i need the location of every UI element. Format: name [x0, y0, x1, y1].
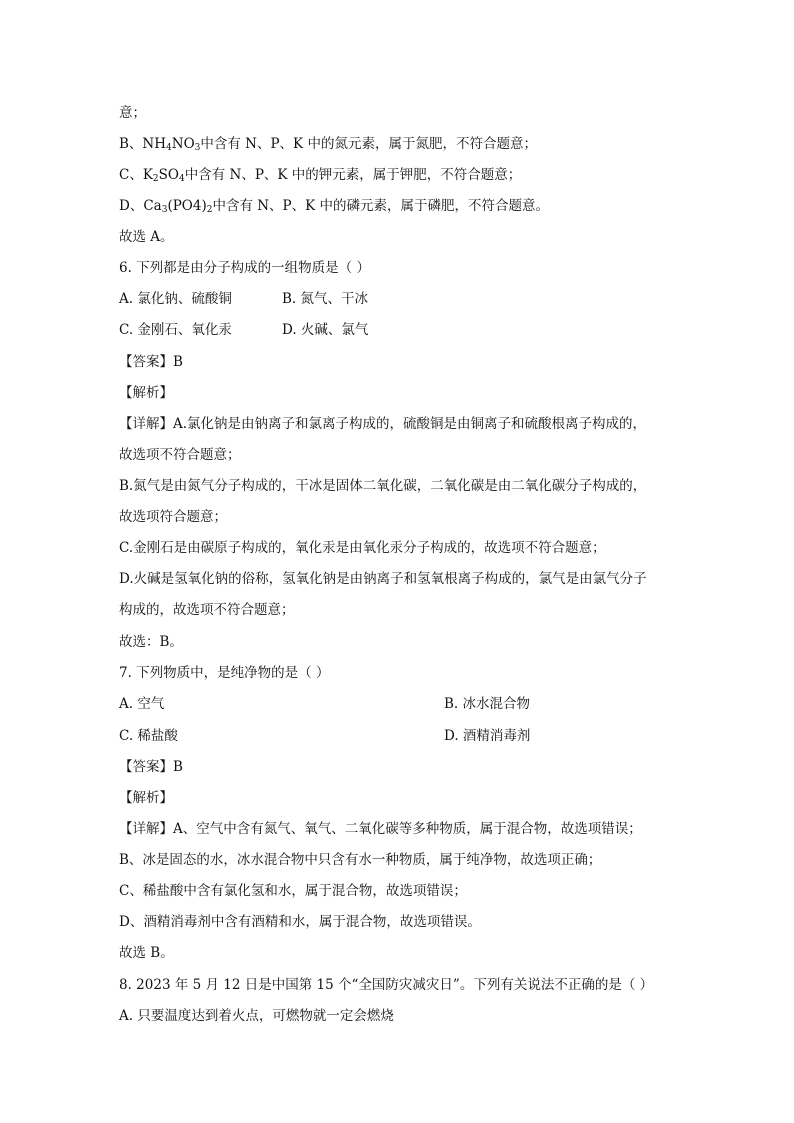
q7-analysis-label: 【解析】	[119, 790, 173, 806]
q7-option-b: B. 冰水混合物	[444, 696, 531, 712]
q5-continuation-line: 意；	[119, 105, 146, 121]
q6-option-b: B. 氮气、干冰	[282, 291, 369, 307]
q8-option-a: A. 只要温度达到着火点，可燃物就一定会燃烧	[119, 1008, 394, 1024]
q5-option-d-explanation: D、$Ca_3(PO4)_2$中含有 N、P、K 中的磷元素，属于磷肥，不符合题意。	[119, 198, 550, 215]
q7-option-d: D. 酒精消毒剂	[444, 728, 531, 744]
q6-answer: 【答案】B	[119, 354, 183, 370]
q6-detail-line: 故选项符合题意；	[119, 509, 227, 525]
q7-detail-line: C、稀盐酸中含有氯化氢和水，属于混合物，故选项错误；	[119, 883, 467, 899]
q6-detail-line: D.火碱是氢氧化钠的俗称，氢氧化钠是由钠离子和氢氧根离子构成的，氯气是由氯气分子	[119, 571, 647, 587]
q5-option-c-explanation: C、$K_2SO_4$中含有 N、P、K 中的钾元素，属于钾肥，不符合题意；	[119, 167, 522, 184]
q6-choice: 故选：B。	[119, 634, 183, 650]
q7-stem: 7. 下列物质中，是纯净物的是（ ）	[119, 665, 330, 681]
q6-detail-line: B.氮气是由氮气分子构成的，干冰是固体二氧化碳，二氧化碳是由二氧化碳分子构成的，	[119, 478, 647, 494]
q7-option-a: A. 空气	[119, 696, 165, 712]
q7-choice: 故选 B。	[119, 945, 174, 961]
q6-option-c: C. 金刚石、氧化汞	[119, 322, 232, 338]
q6-option-a: A. 氯化钠、硫酸铜	[119, 291, 232, 307]
q6-option-d: D. 火碱、氯气	[282, 322, 369, 338]
q6-detail-line: 【详解】A.氯化钠是由钠离子和氯离子构成的，硫酸铜是由铜离子和硫酸根离子构成的，	[119, 416, 647, 432]
q7-detail-line: B、冰是固态的水，冰水混合物中只含有水一种物质，属于纯净物，故选项正确；	[119, 852, 602, 868]
q6-analysis-label: 【解析】	[119, 385, 173, 401]
q5-choice: 故选 A。	[119, 229, 174, 245]
q7-answer: 【答案】B	[119, 759, 183, 775]
q6-detail-line: 构成的，故选项不符合题意；	[119, 602, 295, 618]
q7-option-c: C. 稀盐酸	[119, 728, 178, 744]
q6-detail-line: C.金刚石是由碳原子构成的，氧化汞是由氧化汞分子构成的，故选项不符合题意；	[119, 540, 606, 556]
q8-stem: 8. 2023 年 5 月 12 日是中国第 15 个“全国防灾减灾日”。下列有关说法不正确的是（ ）	[119, 977, 654, 993]
q7-detail-line: D、酒精消毒剂中含有酒精和水，属于混合物，故选项错误。	[119, 914, 481, 930]
q6-detail-line: 故选项不符合题意；	[119, 447, 241, 463]
q5-option-b-explanation: B、$NH_4NO_3$中含有 N、P、K 中的氮元素，属于氮肥，不符合题意；	[119, 136, 537, 153]
q6-stem: 6. 下列都是由分子构成的一组物质是（ ）	[119, 260, 370, 276]
q7-detail-line: 【详解】A、空气中含有氮气、氧气、二氧化碳等多种物质，属于混合物，故选项错误；	[119, 821, 642, 837]
